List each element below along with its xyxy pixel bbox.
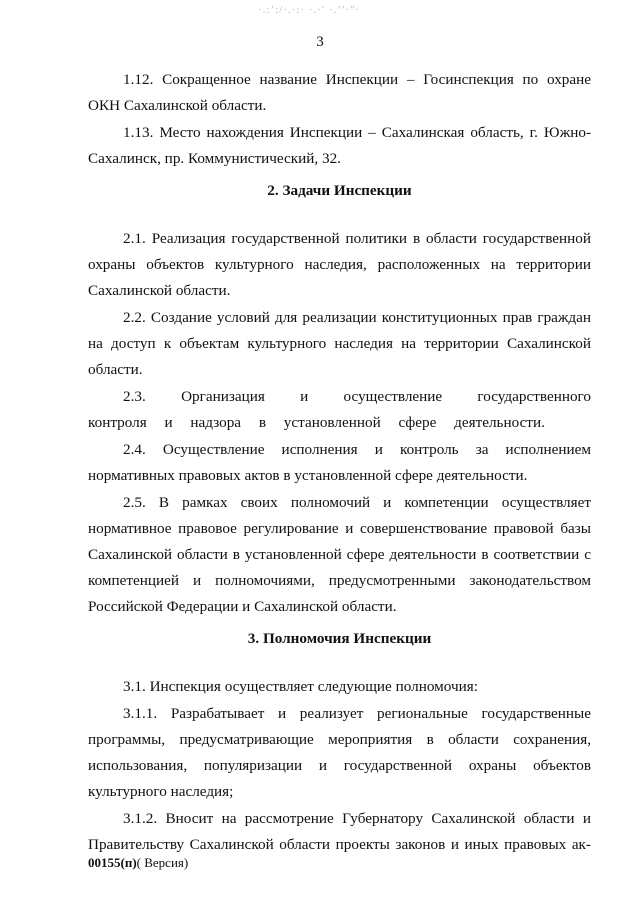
paragraph-2-1: 2.1. Реализация государственной политики в области государственной охраны объектов культурного наследия, расположенных на территории Сахалинской области. <box>88 230 591 299</box>
document-footer <box>88 855 188 871</box>
paragraph-2-5: 2.5. В рамках своих полномочий и компетенции осуществляет нормативное правовое регулирование и совершенствование правовой базы Сахалинской области в установленной сфере деятельности в соответствии с компетенцией и полномочиями, предусмотренными законодательством Российской Федерации и Сахалинской области. <box>88 494 591 615</box>
paragraph-3-1: 3.1. Инспекция осуществляет следующие полномочия: <box>123 678 478 695</box>
section-heading-3: 3. Полномочия Инспекции <box>247 630 432 647</box>
paragraph-3-1-1: 3.1.1. Разрабатывает и реализует региональные государственные программы, предусматривающие мероприятия в области сохранения, использования, популяризации и государственной охраны объектов культурного наследия; <box>88 705 591 800</box>
paragraph-2-3: 2.3. Организация и осуществление государственного контроля и надзора в установленной сфере деятельности. <box>88 388 591 431</box>
document-body <box>88 67 591 859</box>
paragraph-1-12: 1.12. Сокращенное название Инспекции – Госинспекция по охране ОКН Сахалинской области. <box>88 71 591 114</box>
paragraph-3-1-2: 3.1.2. Вносит на рассмотрение Губернатору Сахалинской области и Правительству Сахалинской области проекты законов и иных правовых ак- <box>88 810 591 853</box>
paragraph-1-13: 1.13. Место нахождения Инспекции – Сахалинская область, г. Южно-Сахалинск, пр. Коммунистический, 32. <box>88 124 591 167</box>
paragraph-2-4: 2.4. Осуществление исполнения и контроль за исполнением нормативных правовых актов в установленной сфере деятельности. <box>88 441 591 484</box>
page-number: 3 <box>316 34 324 50</box>
document-code: 00155(п) <box>88 855 137 870</box>
paragraph-2-2: 2.2. Создание условий для реализации конституционных прав граждан на доступ к объектам культурного наследия на территории Сахалинской области. <box>88 309 591 378</box>
section-heading-2: 2. Задачи Инспекции <box>267 182 412 199</box>
scan-artifact: ·.:ʼ:/·.·:· ·.·ʹ ·.ʼʹ·ʺ· <box>258 4 360 16</box>
version-label: ( Версия) <box>136 855 189 870</box>
